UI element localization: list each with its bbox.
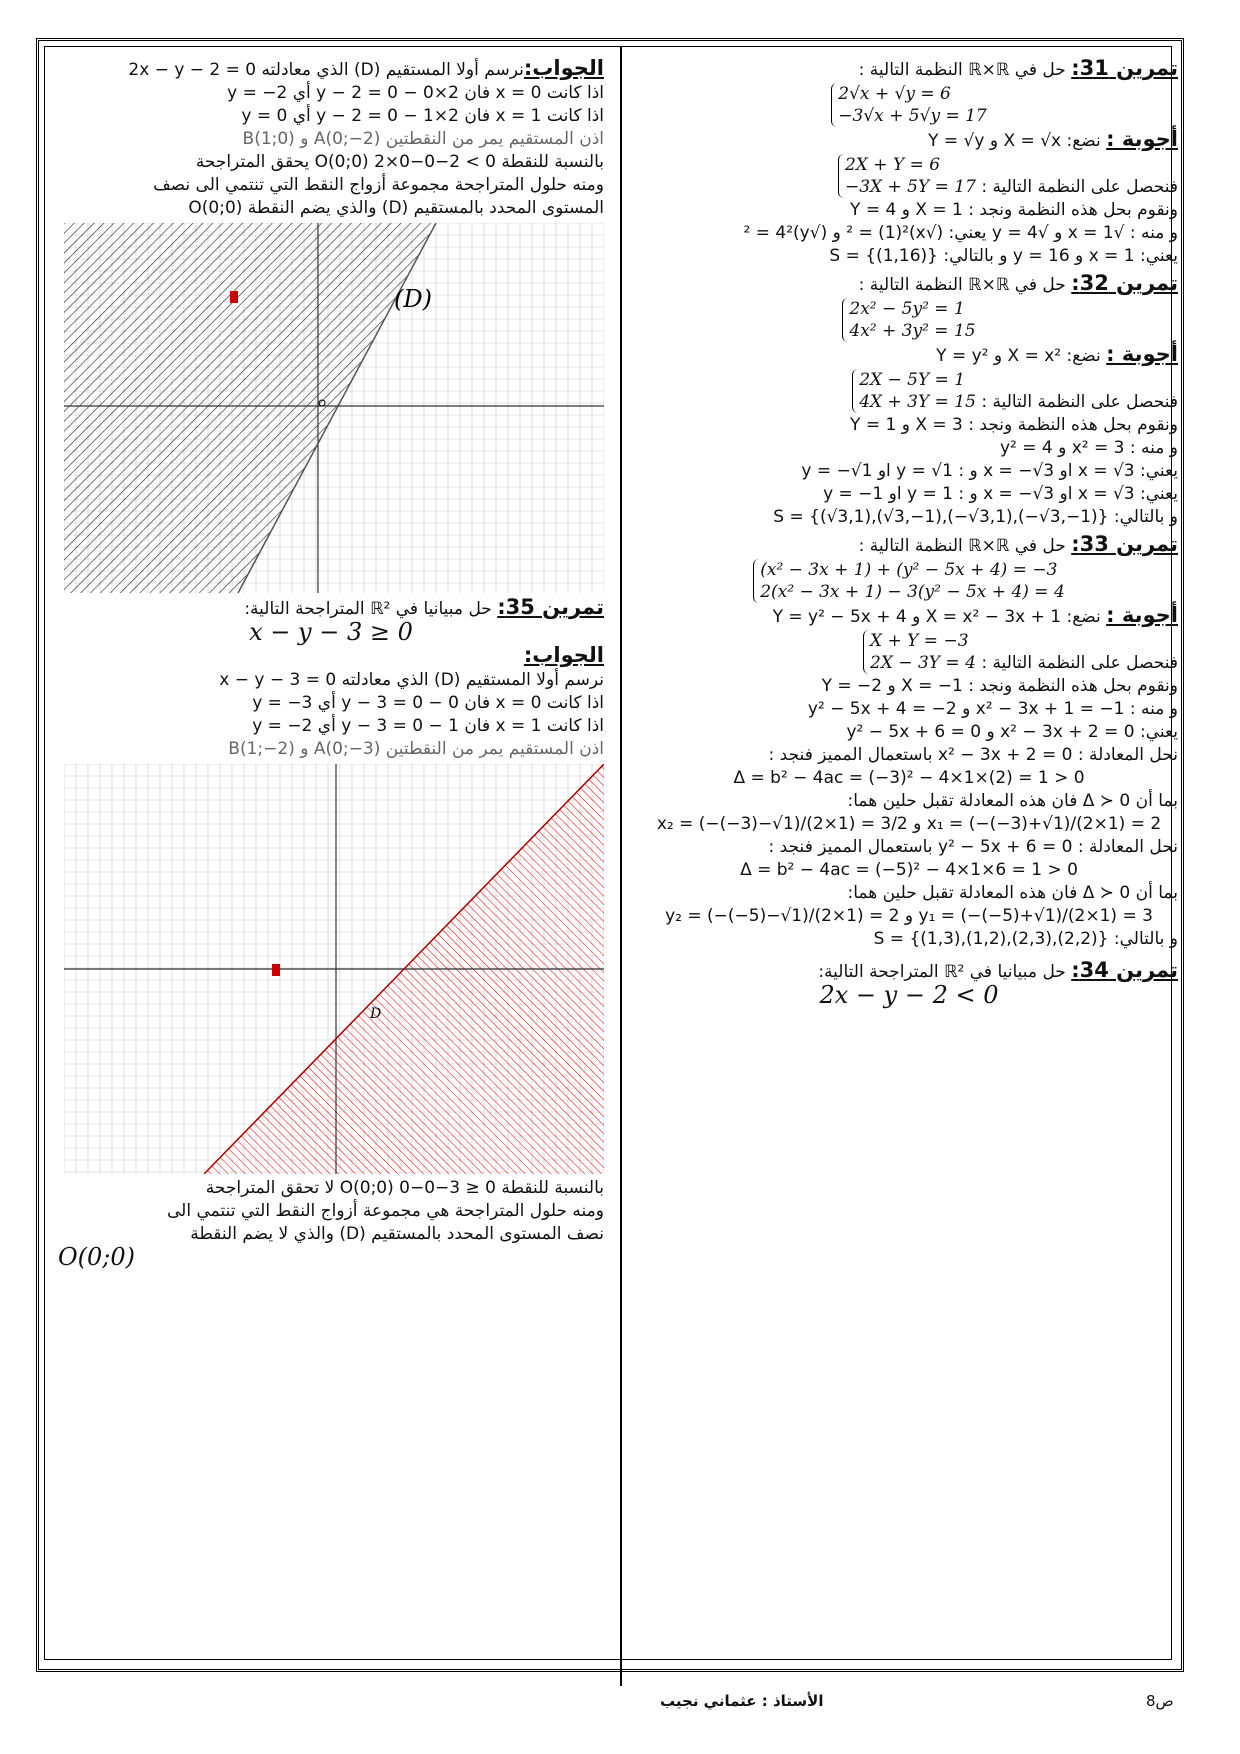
ex35-statement: حل مبيانيا في ℝ² المتراجحة التالية: [244, 599, 492, 619]
ex33-system: (x² − 3x + 1) + (y² − 5x + 4) = −3 2(x² − 3x + 1) − 3(y² − 5x + 4) = 4 [753, 559, 1065, 603]
ex34-hatched-region [64, 223, 436, 593]
ex32-means1: يعني: x = √3 او x = −√3 و : y = √1 او y = −√1 [801, 461, 1178, 481]
ex33-roots1: x₁ = (−(−3)+√1)/(2×1) = 2 و x₂ = (−(−3)−√1)/(2×1) = 3/2 [656, 814, 1162, 834]
ex32-sub: نضع: X = x² و Y = y² [936, 346, 1101, 366]
ex35-line-label: D [370, 1006, 382, 1022]
right-column [640, 58, 1178, 1008]
ex32-set: و بالتالي: S = {(√3,1),(√3,−1),(−√3,1),(−√3,−1)} [773, 507, 1178, 527]
graph-ex34 [64, 223, 604, 593]
ex33-eq2: نحل المعادلة : y² − 5x + 6 = 0 باستعمال المميز فنجد : [768, 837, 1178, 857]
ans34-l1: نرسم أولا المستقيم (D) الذي معادلته 2x − y − 2 = 0 [128, 60, 524, 80]
ex33-from: و منه : x² − 3x + 1 = −1 و y² − 5x + 4 = −2 [807, 699, 1178, 719]
ex33-since2: بما أن Δ ≻ 0 فان هذه المعادلة تقبل حلين هما: [847, 883, 1178, 903]
footer-teacher: الأستاذ : عثماني نجيب [660, 1692, 824, 1710]
ex34-title: تمرين 34: [1071, 958, 1178, 982]
ex33-title: تمرين 33: [1071, 532, 1178, 556]
ans35-l3: اذا كانت x = 1 فان 1 − y − 3 = 0 أي y = −2 [252, 716, 604, 736]
ex32-answer-head: أجوبة : [1106, 342, 1178, 366]
ex31-title: تمرين 31: [1071, 56, 1178, 80]
ans34-l2: اذا كانت x = 0 فان 2×0 − y − 2 = 0 أي y = −2 [227, 83, 604, 103]
left-column [58, 58, 604, 1270]
ex34-line-label: (D) [394, 285, 432, 313]
ans35-l4: اذن المستقيم يمر من النقطتين A(0;−3) و B(1;−2) [228, 739, 604, 759]
ex34-inequality: 2x − y − 2 < 0 [819, 981, 999, 1009]
ex32-means2: يعني: x = √3 او x = −√3 و : y = 1 او y = −1 [823, 484, 1178, 504]
ex31-statement: حل في ℝ×ℝ النظمة التالية : [858, 60, 1066, 80]
ex35-inequality: x − y − 3 ≥ 0 [249, 618, 413, 646]
ex35-red-marker [272, 964, 280, 976]
ex34-red-marker [230, 291, 238, 303]
ans35-l1: نرسم أولا المستقيم (D) الذي معادلته x − y − 3 = 0 [219, 670, 604, 690]
ex31-means: يعني: x = 1 و y = 16 و بالتالي: S = {(1,16)} [829, 246, 1178, 266]
ex32-system2: 2X − 5Y = 1 4X + 3Y = 15 [852, 369, 976, 413]
ex32-from: و منه : x² = 3 و y² = 4 [999, 438, 1178, 458]
ex33-system2: X + Y = −3 2X − 3Y = 4 [863, 630, 976, 674]
ex35-title: تمرين 35: [497, 595, 604, 619]
ex33-means: يعني: x² − 3x + 2 = 0 و y² − 5x + 6 = 0 [846, 722, 1178, 742]
ex32-title: تمرين 32: [1071, 271, 1178, 295]
ans34-l7: المستوى المحدد بالمستقيم (D) والذي يضم النقطة O(0;0) [188, 198, 604, 218]
ex33-set: و بالتالي: S = {(1,3),(1,2),(2,3),(2,2)} [873, 929, 1178, 949]
column-divider [620, 46, 622, 1686]
ex31-from: و منه : √x = 1 و √y = 4 يعني: (√x)² = (1)² و (√y)² = 4² [743, 223, 1178, 243]
ans35-l2: اذا كانت x = 0 فان 0 − y − 3 = 0 أي y = −3 [252, 693, 604, 713]
ex33-answer-head: أجوبة : [1106, 603, 1178, 627]
ex33-eq1: نحل المعادلة : x² − 3x + 2 = 0 باستعمال المميز فنجد : [768, 745, 1178, 765]
ex33-delta1: Δ = b² − 4ac = (−3)² − 4×1×(2) = 1 > 0 [733, 768, 1085, 788]
ex33-sub: نضع: X = x² − 3x + 1 و Y = y² − 5x + 4 [772, 607, 1101, 627]
ans34-l3: اذا كانت x = 1 فان 2×1 − y − 2 = 0 أي y = 0 [241, 106, 604, 126]
ex31-system2: 2X + Y = 6 −3X + 5Y = 17 [838, 154, 976, 198]
ans34-l5: بالنسبة للنقطة O(0;0) 2×0−0−2 < 0 يحقق المتراجحة [195, 152, 604, 172]
ans34-l6: ومنه حلول المتراجحة مجموعة أزواج النقط التي تنتمي الى نصف [153, 175, 604, 195]
ex31-sub: نضع: X = √x و Y = √y [928, 131, 1101, 151]
ex31-answer-head: أجوبة : [1106, 127, 1178, 151]
ex32-solve: ونقوم بحل هذه النظمة ونجد : X = 3 و Y = 1 [850, 415, 1178, 435]
ex31-obtain: فنحصل على النظمة التالية : [981, 177, 1178, 197]
ex32-system: 2x² − 5y² = 1 4x² + 3y² = 15 [842, 298, 975, 342]
ans35-l7: نصف المستوى المحدد بالمستقيم (D) والذي لا يضم النقطة [190, 1224, 604, 1244]
footer-page-number: ص8 [1146, 1692, 1174, 1710]
ex32-obtain: فنحصل على النظمة التالية : [981, 392, 1178, 412]
ex31-system: 2√x + √y = 6 −3√x + 5√y = 17 [831, 83, 986, 127]
ans35-l5: بالنسبة للنقطة O(0;0) 0−0−3 ≥ 0 لا تحقق المتراجحة [205, 1178, 604, 1198]
ex33-since1: بما أن Δ ≻ 0 فان هذه المعادلة تقبل حلين هما: [847, 791, 1178, 811]
ex32-statement: حل في ℝ×ℝ النظمة التالية : [858, 275, 1066, 295]
ex33-statement: حل في ℝ×ℝ النظمة التالية : [858, 536, 1066, 556]
ex33-roots2: y₁ = (−(−5)+√1)/(2×1) = 3 و y₂ = (−(−5)−√1)/(2×1) = 2 [665, 906, 1153, 926]
ex33-solve: ونقوم بحل هذه النظمة ونجد : X = −1 و Y = −2 [821, 676, 1178, 696]
ex33-obtain: فنحصل على النظمة التالية : [981, 653, 1178, 673]
ans35-head: الجواب: [523, 643, 604, 667]
graph-ex35 [64, 764, 604, 1174]
ans34-head: الجواب: [523, 56, 604, 80]
ex34-statement: حل مبيانيا في ℝ² المتراجحة التالية: [818, 962, 1066, 982]
ex33-delta2: Δ = b² − 4ac = (−5)² − 4×1×6 = 1 > 0 [740, 860, 1078, 880]
ans35-l6: ومنه حلول المتراجحة هي مجموعة أزواج النقط التي تنتمي الى [167, 1201, 604, 1221]
ans35-l8: O(0;0) [58, 1243, 136, 1271]
ex31-solve: ونقوم بحل هذه النظمة ونجد : X = 1 و Y = 4 [850, 200, 1178, 220]
ans34-l4: اذن المستقيم يمر من النقطتين A(0;−2) و B(1;0) [242, 129, 604, 149]
